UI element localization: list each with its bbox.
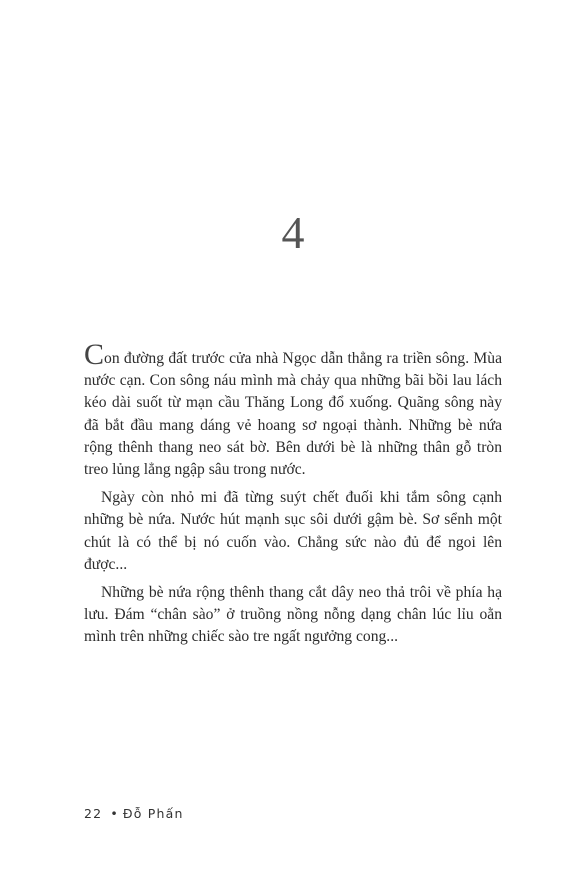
chapter-number: 4 — [281, 207, 305, 258]
paragraph-1-text: on đường đất trước cửa nhà Ngọc dẫn thẳng ra triền sông. Mùa nước cạn. Con sông náu mình mà chảy qua những bãi bồi lau lách kéo dài suốt từ mạn cầu Thăng Long đổ xuống. Quãng sông này đã bắt đầu mang dáng vẻ hoang sơ ngoại thành. Những bè nứa rộng thênh thang neo sát bờ. Bên dưới bè là những thân gỗ tròn treo lủng lẳng ngập sâu trong nước. — [84, 350, 502, 479]
paragraph-2: Ngày còn nhỏ mi đã từng suýt chết đuối khi tắm sông cạnh những bè nứa. Nước hút mạnh sục sôi dưới gậm bè. Sơ sểnh một chút là có thể bị nó cuốn vào. Chẳng sức nào đủ để ngoi lên được... — [84, 489, 502, 573]
page-footer — [84, 806, 184, 821]
author-name: Đỗ Phấn — [122, 806, 184, 821]
chapter-body — [84, 338, 502, 655]
paragraph-3: Những bè nứa rộng thênh thang cắt dây neo thả trôi về phía hạ lưu. Đám “chân sào” ở truồng nồng nỗng dạng chân lúc lỉu oằn mình trên những chiếc sào tre ngất ngưởng cong... — [84, 584, 502, 646]
page-number: 22 — [84, 806, 103, 821]
footer-separator: • — [110, 806, 119, 821]
drop-cap: C — [84, 338, 105, 371]
paragraph-1 — [84, 338, 502, 481]
